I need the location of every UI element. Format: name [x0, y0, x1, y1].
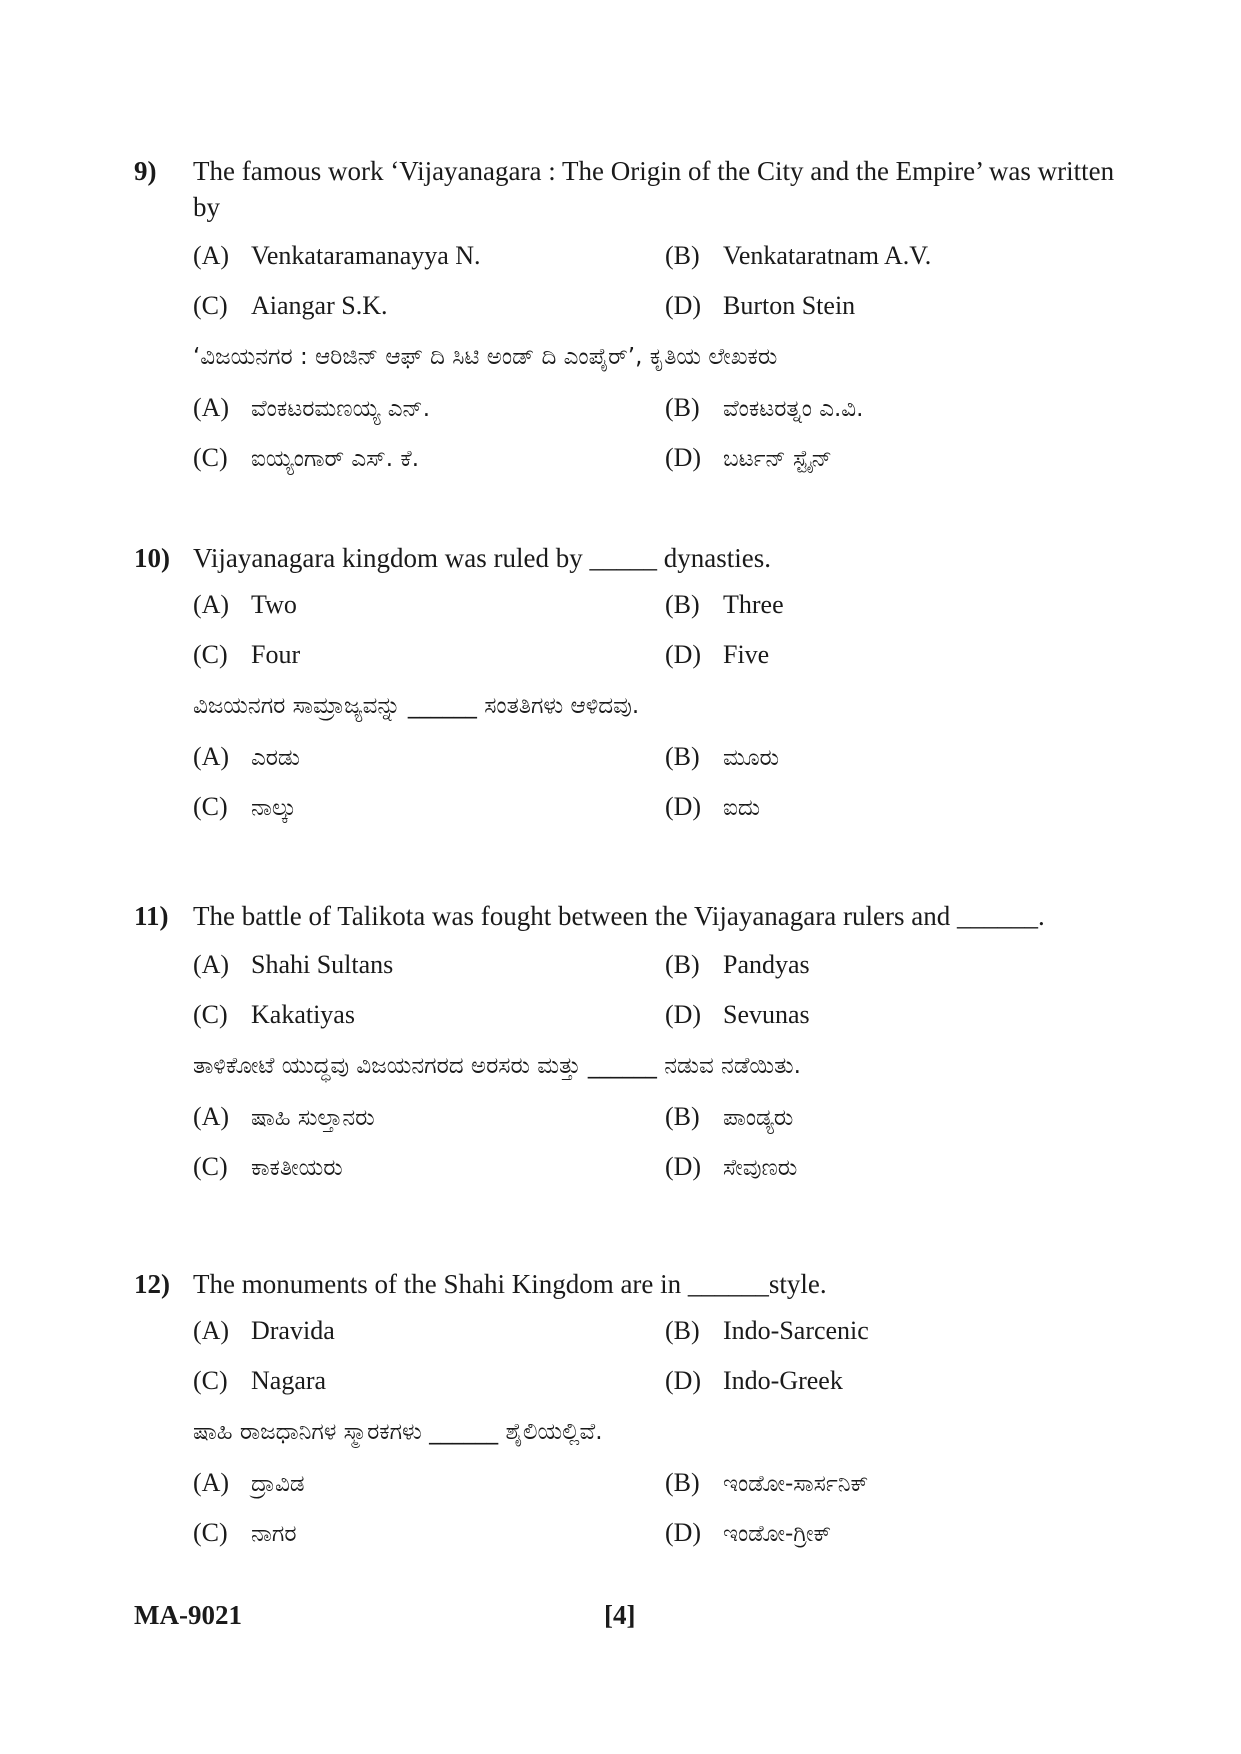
option-c: (C) Kakatiyas	[193, 1000, 355, 1029]
options-row	[134, 281, 1124, 331]
kannada-option-a: (A) ದ್ರಾವಿಡ	[193, 1468, 305, 1497]
question-number: 11)	[134, 901, 169, 931]
question-header	[134, 540, 1124, 576]
option-d: (D) Burton Stein	[665, 291, 856, 320]
question-11	[134, 898, 1124, 1192]
kannada-option-d: (D) ಬರ್ಟನ್ ಸ್ಟೈನ್	[665, 443, 832, 472]
kannada-question-text: ಷಾಹಿ ರಾಜಧಾನಿಗಳ ಸ್ಮಾರಕಗಳು ______ ಶೈಲಿಯಲ್ಲಿವೆ.	[193, 1419, 603, 1445]
question-text: Vijayanagara kingdom was ruled by _____ dynasties.	[193, 543, 771, 573]
option-d: (D) Indo-Greek	[665, 1366, 843, 1395]
option-c: (C) Nagara	[193, 1366, 327, 1395]
kannada-option-b: (B) ಪಾಂಡ್ಯರು	[665, 1102, 794, 1131]
kannada-options-row	[134, 433, 1124, 483]
kannada-options-row	[134, 732, 1124, 782]
option-a: (A) Two	[193, 590, 297, 619]
question-number: 10)	[134, 543, 170, 573]
kannada-options-row	[134, 1458, 1124, 1508]
question-9	[134, 153, 1124, 483]
kannada-options-row	[134, 1508, 1124, 1558]
question-12	[134, 1266, 1124, 1558]
kannada-option-d: (D) ಐದು	[665, 792, 761, 821]
option-c: (C) Four	[193, 640, 301, 669]
option-b: (B) Indo-Sarcenic	[665, 1316, 869, 1345]
option-b: (B) Venkataratnam A.V.	[665, 241, 932, 270]
kannada-option-b: (B) ಮೂರು	[665, 742, 780, 771]
kannada-option-a: (A) ಎರಡು	[193, 742, 300, 771]
page-number: [4]	[604, 1600, 636, 1630]
kannada-option-b: (B) ಇಂಡೋ-ಸಾರ್ಸನಿಕ್	[665, 1468, 869, 1497]
option-b: (B) Pandyas	[665, 950, 810, 979]
question-10	[134, 540, 1124, 832]
paper-code: MA-9021	[134, 1600, 242, 1630]
kannada-option-c: (C) ಕಾಕತೀಯರು	[193, 1152, 343, 1181]
option-a: (A) Venkataramanayya N.	[193, 241, 481, 270]
option-d: (D) Sevunas	[665, 1000, 810, 1029]
kannada-option-a: (A) ಷಾಹಿ ಸುಲ್ತಾನರು	[193, 1102, 375, 1131]
kannada-options-row	[134, 782, 1124, 832]
question-text: The battle of Talikota was fought between the Vijayanagara rulers and ______.	[193, 901, 1045, 931]
options-row	[134, 990, 1124, 1040]
kannada-option-c: (C) ನಾಲ್ಕು	[193, 792, 297, 821]
option-a: (A) Dravida	[193, 1316, 335, 1345]
kannada-question-text: ವಿಜಯನಗರ ಸಾಮ್ರಾಜ್ಯವನ್ನು ______ ಸಂತತಿಗಳು ಆಳಿದವು.	[193, 693, 640, 719]
option-a: (A) Shahi Sultans	[193, 950, 394, 979]
kannada-option-a: (A) ವೆಂಕಟರಮಣಯ್ಯ ಎನ್.	[193, 393, 431, 422]
kannada-options-row	[134, 383, 1124, 433]
kannada-option-c: (C) ನಾಗರ	[193, 1518, 297, 1547]
question-text: The monuments of the Shahi Kingdom are in ______style.	[193, 1269, 827, 1299]
kannada-options-row	[134, 1092, 1124, 1142]
option-c: (C) Aiangar S.K.	[193, 291, 388, 320]
options-row	[134, 1356, 1124, 1406]
question-number: 12)	[134, 1269, 170, 1299]
kannada-question-text: ತಾಳಿಕೋಟೆ ಯುದ್ಧವು ವಿಜಯನಗರದ ಅರಸರು ಮತ್ತು ______ ನಡುವ ನಡೆಯಿತು.	[193, 1053, 801, 1079]
options-row	[134, 630, 1124, 680]
question-header	[134, 153, 1124, 225]
question-header	[134, 898, 1124, 934]
option-b: (B) Three	[665, 590, 784, 619]
kannada-option-d: (D) ಸೇವುಣರು	[665, 1152, 798, 1181]
options-row	[134, 580, 1124, 630]
kannada-question-text: ‘ವಿಜಯನಗರ : ಆರಿಜಿನ್ ಆಫ್ ದಿ ಸಿಟಿ ಅಂಡ್ ದಿ ಎಂಪೈರ್’, ಕೃತಿಯ ಲೇಖಕರು	[193, 344, 778, 370]
question-number: 9)	[134, 156, 157, 186]
options-row	[134, 1306, 1124, 1356]
options-row	[134, 231, 1124, 281]
kannada-option-d: (D) ಇಂಡೋ-ಗ್ರೀಕ್	[665, 1518, 832, 1547]
kannada-options-row	[134, 1142, 1124, 1192]
options-row	[134, 940, 1124, 990]
question-header	[134, 1266, 1124, 1302]
question-text: The famous work ‘Vijayanagara : The Origin of the City and the Empire’ was written by	[193, 156, 1115, 222]
kannada-option-c: (C) ಐಯ್ಯಂಗಾರ್ ಎಸ್. ಕೆ.	[193, 443, 420, 472]
option-d: (D) Five	[665, 640, 770, 669]
kannada-option-b: (B) ವೆಂಕಟರತ್ನಂ ಎ.ವಿ.	[665, 393, 864, 422]
